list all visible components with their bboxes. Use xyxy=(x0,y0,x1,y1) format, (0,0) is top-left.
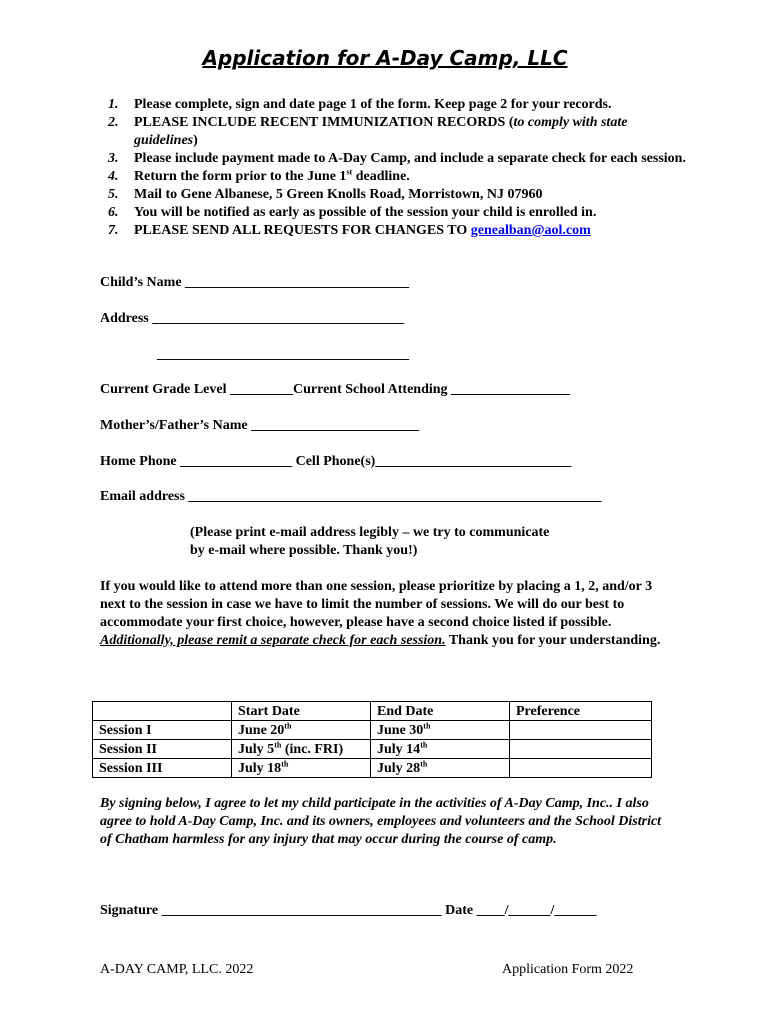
sessions-table xyxy=(92,701,652,778)
table-header-cell: Preference xyxy=(510,702,652,721)
parent-name-field[interactable]: Mother’s/Father’s Name ________________________ xyxy=(100,418,420,433)
email-address-field[interactable]: Email address ___________________________________________________________ xyxy=(100,489,602,504)
instruction-item: 7. PLEASE SEND ALL REQUESTS FOR CHANGES TO genealban@aol.com xyxy=(108,223,591,238)
instruction-item: 2. PLEASE INCLUDE RECENT IMMUNIZATION RECORDS (to comply with state guidelines) xyxy=(108,115,628,148)
table-row xyxy=(93,759,652,778)
table-header-cell: End Date xyxy=(371,702,510,721)
preference-cell[interactable] xyxy=(510,740,652,759)
session-name: Session III xyxy=(93,759,232,778)
address-field[interactable]: Address ____________________________________ xyxy=(100,311,405,326)
instructions-list xyxy=(108,96,688,240)
end-date: June 30th xyxy=(371,721,510,740)
end-date: July 28th xyxy=(371,759,510,778)
instruction-item: 3. Please include payment made to A-Day Camp, and include a separate check for each session. xyxy=(108,151,686,166)
address-line2-field[interactable]: ____________________________________ xyxy=(157,347,409,362)
instruction-item: 4. Return the form prior to the June 1st deadline. xyxy=(108,167,410,184)
footer-right: Application Form 2022 xyxy=(502,962,634,977)
table-row xyxy=(93,740,652,759)
childs-name-field[interactable]: Child’s Name ________________________________ xyxy=(100,275,410,290)
session-name: Session I xyxy=(93,721,232,740)
instruction-item: 6. You will be notified as early as possible of the session your child is enrolled in. xyxy=(108,205,597,220)
table-row xyxy=(93,721,652,740)
table-header-cell: Start Date xyxy=(232,702,371,721)
email-note-line1: (Please print e-mail address legibly – we try to communicate xyxy=(190,525,550,540)
legal-agreement: By signing below, I agree to let my child participate in the activities of A-Day Camp, Inc.. I also agree to hold A-Day Camp, Inc. and its owners, employees and volunteers and the School District of Chatham harmless for any injury that may occur during the course of camp. xyxy=(100,796,662,847)
priority-paragraph: If you would like to attend more than one session, please prioritize by placing a 1, 2, and/or 3 next to the session in case we have to limit the number of sessions. We will do our best to accommodate your first choice, however, please have a second choice listed if possible. Additionally, please remit a separate check for each session. Thank you for your understanding. xyxy=(100,579,661,648)
start-date: July 18th xyxy=(232,759,371,778)
instruction-item: 1. Please complete, sign and date page 1 of the form. Keep page 2 for your records. xyxy=(108,97,612,112)
footer-left: A-DAY CAMP, LLC. 2022 xyxy=(100,962,254,977)
session-name: Session II xyxy=(93,740,232,759)
email-note-line2: by e-mail where possible. Thank you!) xyxy=(190,543,418,558)
end-date: July 14th xyxy=(371,740,510,759)
signature-date-field[interactable]: Signature ________________________________________ Date ____/______/______ xyxy=(100,903,597,918)
table-header-cell xyxy=(93,702,232,721)
email-link[interactable]: genealban@aol.com xyxy=(470,223,591,238)
grade-school-field[interactable]: Current Grade Level _________Current School Attending _________________ xyxy=(100,382,571,397)
table-header-row xyxy=(93,702,652,721)
preference-cell[interactable] xyxy=(510,759,652,778)
preference-cell[interactable] xyxy=(510,721,652,740)
instruction-item: 5. Mail to Gene Albanese, 5 Green Knolls Road, Morristown, NJ 07960 xyxy=(108,187,543,202)
phone-fields[interactable]: Home Phone ________________ Cell Phone(s)____________________________ xyxy=(100,454,572,469)
page-title: Application for A-Day Camp, LLC xyxy=(202,46,568,70)
start-date: July 5th (inc. FRI) xyxy=(232,740,371,759)
start-date: June 20th xyxy=(232,721,371,740)
